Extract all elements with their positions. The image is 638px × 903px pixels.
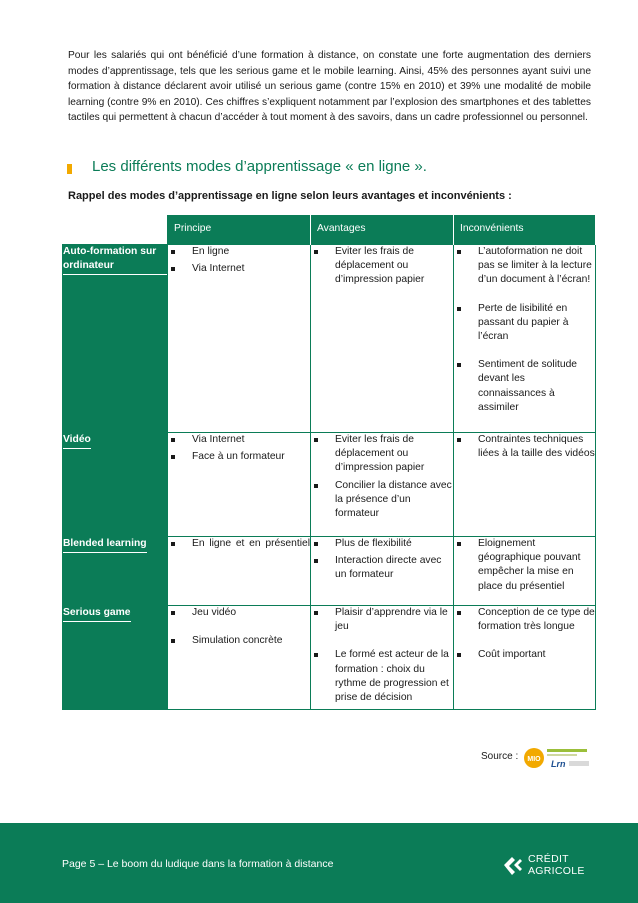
list-item: Via Internet: [168, 433, 310, 447]
section-heading-text: Les différents modes d’apprentissage « en ligne ».: [92, 158, 427, 175]
list-item: Eviter les frais de déplacement ou d’impression papier: [311, 245, 453, 288]
inconvenients-cell: [454, 606, 596, 710]
brand-logo: [502, 853, 598, 879]
list-item: Plaisir d’apprendre via le jeu: [311, 606, 453, 634]
list-item: Simulation concrète: [168, 634, 310, 648]
column-header-avantages: Avantages: [311, 215, 454, 245]
list-item: Plus de flexibilité: [311, 537, 453, 551]
learning-modes-table: [62, 215, 596, 710]
list-item: Via Internet: [168, 262, 310, 276]
principe-cell: [168, 433, 311, 537]
avantages-cell: [311, 606, 454, 710]
row-label: Blended learning: [63, 537, 168, 606]
credit-agricole-logo-icon: [502, 854, 524, 876]
table-row: [63, 245, 596, 433]
brand-line-2: AGRICOLE: [528, 865, 585, 877]
source-label: Source :: [481, 751, 519, 762]
list-item: Perte de lisibilité en passant du papier à l’écran: [454, 302, 595, 345]
list-item: Eloignement géographique pouvant empêcher la mise en place du présentiel: [454, 537, 595, 594]
footer-page-text: Page 5 – Le boom du ludique dans la formation à distance: [62, 858, 334, 870]
row-label: Serious game: [63, 606, 168, 710]
list-item: Sentiment de solitude devant les connaissances à assimiler: [454, 358, 595, 415]
principe-cell: [168, 245, 311, 433]
inconvenients-cell: [454, 245, 596, 433]
partner-logo-icon: [523, 745, 593, 771]
section-heading: [66, 158, 586, 178]
list-item: Eviter les frais de déplacement ou d’impression papier: [311, 433, 453, 476]
logo-mio-text: MIO: [527, 756, 541, 763]
table-corner: [63, 215, 168, 245]
list-item: Contraintes techniques liées à la taille des vidéos: [454, 433, 595, 461]
list-item: En ligne: [168, 245, 310, 259]
list-item: L’autoformation ne doit pas se limiter à la lecture d’un document à l’écran!: [454, 245, 595, 288]
column-header-principe: Principe: [168, 215, 311, 245]
list-item: Interaction directe avec un formateur: [311, 554, 453, 582]
list-item: Jeu vidéo: [168, 606, 310, 620]
row-label: Vidéo: [63, 433, 168, 537]
inconvenients-cell: [454, 537, 596, 606]
avantages-cell: [311, 245, 454, 433]
brand-line-1: CRÉDIT: [528, 853, 569, 865]
avantages-cell: [311, 537, 454, 606]
table-row: [63, 606, 596, 710]
inconvenients-cell: [454, 433, 596, 537]
logo-lrn-text: Lrn: [551, 759, 566, 769]
table-row: [63, 537, 596, 606]
principe-cell: [168, 537, 311, 606]
list-item: Conception de ce type de formation très longue: [454, 606, 595, 634]
avantages-cell: [311, 433, 454, 537]
intro-paragraph: Pour les salariés qui ont bénéficié d’une formation à distance, on constate une forte augmentation des derniers modes d’apprentissage, tels que les serious game et le mobile learning. Ainsi, 45% des personnes ayant suivi une formation à distance déclarent avoir utilisé un serious game (contre 15% en 2010) et 39% une modalité de mobile learning (contre 9% en 2010). Ces chiffres s’expliquent notamment par l’explosion des smartphones et des tablettes tactiles qui permettent à chacun d’accéder à tout moment à des savoirs, dans un cadre professionnel ou personnel.: [68, 50, 591, 124]
list-item: En ligne et en présentiel: [168, 537, 310, 551]
principe-cell: [168, 606, 311, 710]
table-intro: Rappel des modes d’apprentissage en ligne selon leurs avantages et inconvénients :: [68, 190, 512, 202]
table-header-row: [63, 215, 596, 245]
list-item: Face à un formateur: [168, 450, 310, 464]
list-item: Concilier la distance avec la présence d’un formateur: [311, 479, 453, 522]
list-item: Le formé est acteur de la formation : choix du rythme de progression et prise de décision: [311, 648, 453, 705]
row-label: Auto-formation sur ordinateur: [63, 245, 168, 433]
list-item: Coût important: [454, 648, 595, 662]
source-credit: [481, 745, 601, 771]
table-row: [63, 433, 596, 537]
brand-name: [528, 853, 585, 877]
page-footer: [0, 823, 638, 903]
column-header-inconvenients: Inconvénients: [454, 215, 596, 245]
heading-bullet-icon: [67, 164, 72, 174]
